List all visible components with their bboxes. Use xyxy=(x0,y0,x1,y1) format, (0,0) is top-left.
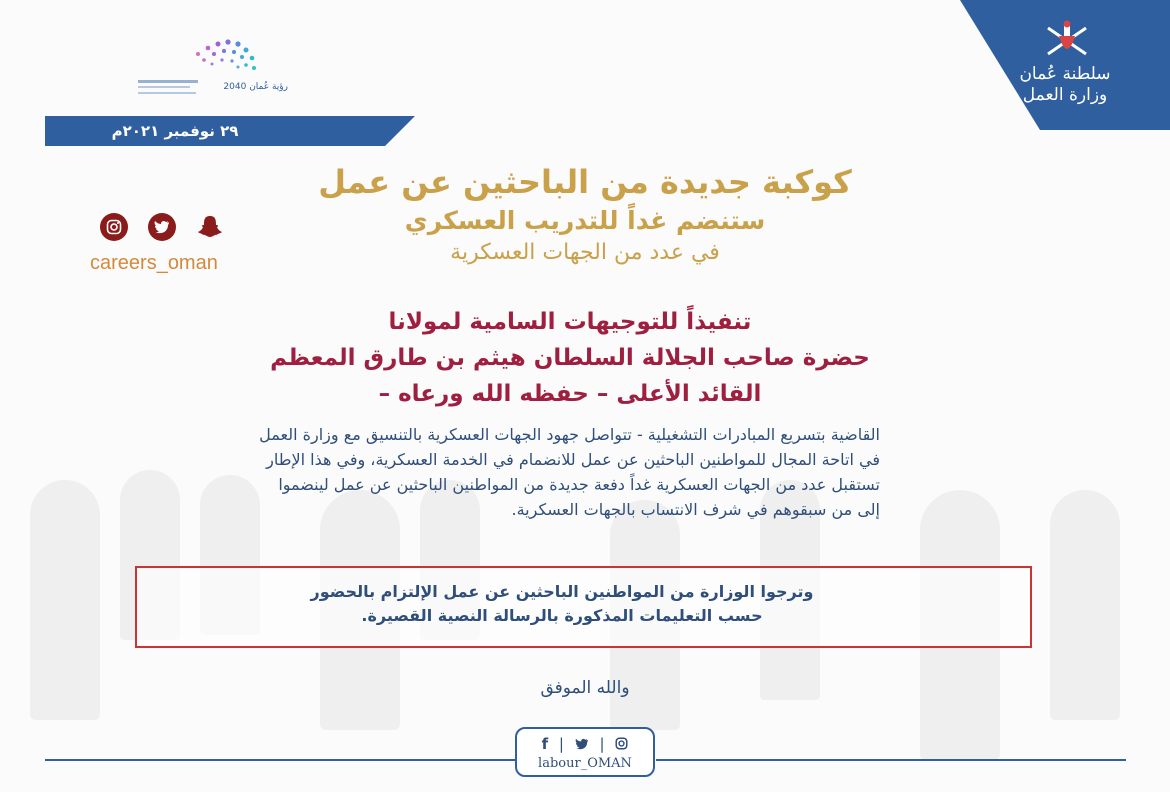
snapchat-icon[interactable] xyxy=(196,213,224,241)
body-line-4: إلى من سبقوهم في شرف الانتساب بالجهات العسكرية. xyxy=(511,500,880,519)
notice-line-2: حسب التعليمات المذكورة بالرسالة النصية القصيرة. xyxy=(361,606,763,625)
body-line-2: في اتاحة المجال للمواطنين الباحثين عن عمل للانضمام في الخدمة العسكرية، وفي هذا الإطار xyxy=(266,450,880,469)
date-text: ٢٩ نوفمبر ٢٠٢١م xyxy=(111,122,239,140)
footer-icons xyxy=(517,735,653,753)
separator: | xyxy=(599,735,605,753)
headline xyxy=(290,160,880,268)
background-figure xyxy=(30,480,100,720)
instagram-icon[interactable] xyxy=(100,213,128,241)
careers-oman-handle[interactable]: careers_oman xyxy=(90,252,218,274)
vision-tagline-bar xyxy=(138,92,196,94)
headline-line-1: كوكبة جديدة من الباحثين عن عمل xyxy=(318,163,852,201)
background-figure xyxy=(1050,490,1120,720)
headline-line-3: في عدد من الجهات العسكرية xyxy=(450,240,720,265)
footer-line-left xyxy=(45,759,515,761)
labour-oman-handle[interactable]: labour_OMAN xyxy=(538,756,632,771)
oman-emblem-icon xyxy=(1042,18,1092,64)
closing-text: والله الموفق xyxy=(540,678,630,698)
ministry-name xyxy=(1010,64,1120,106)
vision-2040-label: رؤية عُمان 2040 xyxy=(223,82,288,92)
separator: | xyxy=(558,735,564,753)
headline-line-2: ستنضم غداً للتدريب العسكري xyxy=(404,206,766,235)
subhead-line-3: القائد الأعلى – حفظه الله ورعاه – xyxy=(378,381,762,407)
twitter-icon[interactable] xyxy=(575,735,594,753)
notice-line-1: وترجوا الوزارة من المواطنين الباحثين عن عمل الإلتزام بالحضور xyxy=(310,582,814,601)
body-line-3: تستقبل عدد من الجهات العسكرية غداً دفعة جديدة من المواطنين الباحثين عن عمل لينضموا xyxy=(278,475,880,494)
subhead xyxy=(230,304,910,412)
footer-line-right xyxy=(656,759,1126,761)
subhead-line-1: تنفيذاً للتوجيهات السامية لمولانا xyxy=(388,309,752,335)
instagram-icon[interactable] xyxy=(615,735,628,753)
twitter-icon[interactable] xyxy=(148,213,176,241)
notice-box xyxy=(135,566,1032,648)
subhead-line-2: حضرة صاحب الجلالة السلطان هيثم بن طارق المعظم xyxy=(270,345,870,371)
vision-tagline-bar xyxy=(138,86,190,88)
body-line-1: القاضية بتسريع المبادرات التشغيلية - تتواصل جهود الجهات العسكرية بالتنسيق مع وزارة العمل xyxy=(259,425,880,444)
footer-social-box xyxy=(515,727,655,777)
ministry-line-1: سلطنة عُمان xyxy=(1019,64,1111,84)
vision-tagline-bar xyxy=(138,80,198,83)
body-paragraph xyxy=(130,422,880,522)
facebook-icon[interactable]: f xyxy=(541,735,549,753)
ministry-line-2: وزارة العمل xyxy=(1022,85,1108,105)
social-icons xyxy=(100,213,224,241)
